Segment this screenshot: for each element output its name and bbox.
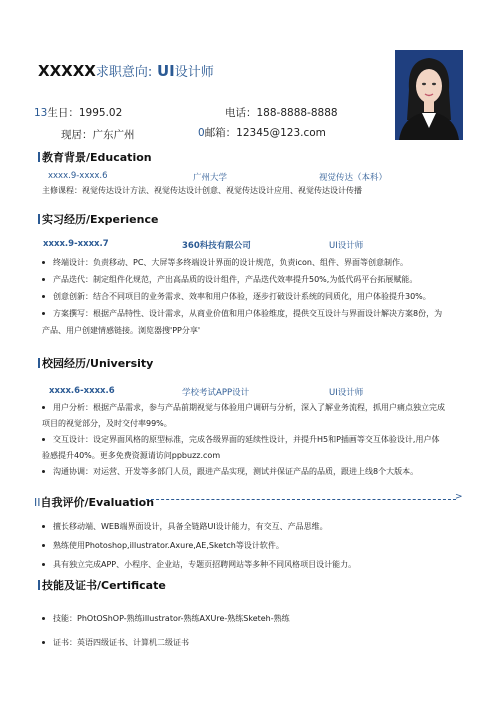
list-item: 擅长移动端、WEB端界面设计，具备全链路UI设计能力，有交互、产品思维。 bbox=[42, 517, 356, 536]
email-marker: 0 bbox=[198, 127, 205, 139]
evaluation-list bbox=[42, 517, 356, 574]
university-list bbox=[42, 400, 445, 480]
list-item: 方案撰写：根据产品特性、设计需求，从商业价值和用户体验维度，提供交互设计与界面设计解决方案8份，为 bbox=[42, 305, 442, 322]
experience-period: xxxx.9-xxxx.7 bbox=[43, 239, 109, 249]
experience-company: 360科技有限公司 bbox=[182, 241, 251, 251]
education-school: 广州大学 bbox=[193, 173, 228, 183]
profile-photo bbox=[395, 50, 463, 140]
list-item: 沟通协调：对运营、开发等多部门人员，跟进产品实现，测试并保证产品的品质，跟进上线8个大版本。 bbox=[42, 464, 445, 480]
candidate-name: XXXXX bbox=[38, 62, 96, 80]
phone-field: 电话：188-8888-8888 bbox=[225, 107, 338, 119]
experience-heading: 实习经历/Experience bbox=[38, 211, 158, 227]
skills-list bbox=[42, 607, 290, 655]
address-field: 现居：广东广州 bbox=[61, 129, 135, 141]
role-prefix: UI bbox=[157, 62, 175, 80]
list-item: 熟练使用Photoshop,illustrator.Axure,AE,Sketch等设计软件。 bbox=[42, 536, 356, 555]
experience-position: UI设计师 bbox=[329, 241, 364, 251]
list-item: 证书：英语四级证书、计算机二级证书 bbox=[42, 631, 290, 655]
list-item: 技能：PhOtOShOP-熟练illustrator-熟练AXUre-熟练Sketeh-熟练 bbox=[42, 607, 290, 631]
list-item: 交互设计：设定界面风格的原型标准，完成各级界面的延续性设计，并提升H5和P插画等交互体验设计,用户体 bbox=[42, 432, 445, 448]
university-position: UI设计师 bbox=[329, 388, 364, 398]
list-item: 产品迭代：制定组件化规范，产出高品质的设计组件，产品迭代效率提升50%,为低代码平台拓展赋能。 bbox=[42, 271, 442, 288]
education-heading: 教育背景/Education bbox=[38, 149, 152, 165]
university-period: xxxx.6-xxxx.6 bbox=[49, 386, 115, 396]
experience-list bbox=[42, 254, 442, 339]
university-heading: 校园经历/University bbox=[38, 355, 153, 371]
list-item-continuation: 产品、用户创建情感链接。浏览器搜'PP分享' bbox=[42, 326, 201, 335]
list-item: 具有独立完成APP、小程序、企业站，专题页招聘网站等多种不同风格项目设计能力。 bbox=[42, 555, 356, 574]
evaluation-heading: II自我评价/Evaluation bbox=[34, 496, 155, 509]
divider-line bbox=[146, 499, 456, 500]
resume-title bbox=[38, 61, 214, 80]
list-item: 创意创新：结合不同项目的业务需求、效率和用户体验，逐步打破设计系统的同质化，用户体验提升30%。 bbox=[42, 288, 442, 305]
list-item: 用户分析：根据产品需求，参与产品前期视觉与体验用户调研与分析，深入了解业务流程，抓用户痛点独立完成 bbox=[42, 400, 445, 416]
email-text: 邮箱：12345@123.com bbox=[204, 127, 326, 139]
education-major: 视觉传达（本科） bbox=[319, 173, 388, 183]
arrow-icon: > bbox=[455, 492, 463, 502]
education-period: xxxx.9-xxxx.6 bbox=[48, 171, 108, 181]
birth-marker: 13 bbox=[34, 107, 48, 119]
email-field bbox=[198, 125, 326, 140]
university-org: 学校考试APP设计 bbox=[182, 388, 250, 398]
role-suffix: 设计师 bbox=[174, 65, 214, 80]
skills-heading: 技能及证书/Certificate bbox=[38, 577, 166, 593]
birth-field bbox=[34, 105, 122, 120]
list-item-continuation: 验感提升40%。更多免费资源请访问ppbuzz.com bbox=[42, 451, 221, 460]
portrait-image bbox=[395, 50, 463, 140]
birth-text: 生日：1995.02 bbox=[47, 107, 123, 119]
education-courses: 主修课程：视觉传达设计方法、视觉传达设计创意、视觉传达设计应用、视觉传达设计传播 bbox=[42, 186, 362, 195]
list-item-continuation: 项目的视觉部分，及时交付率99%。 bbox=[42, 419, 172, 428]
intent-label: 求职意向: bbox=[95, 65, 153, 80]
list-item: 终端设计：负责移动、PC、大屏等多终端设计界面的设计规范，负责icon、组件、界面等创意制作。 bbox=[42, 254, 442, 271]
